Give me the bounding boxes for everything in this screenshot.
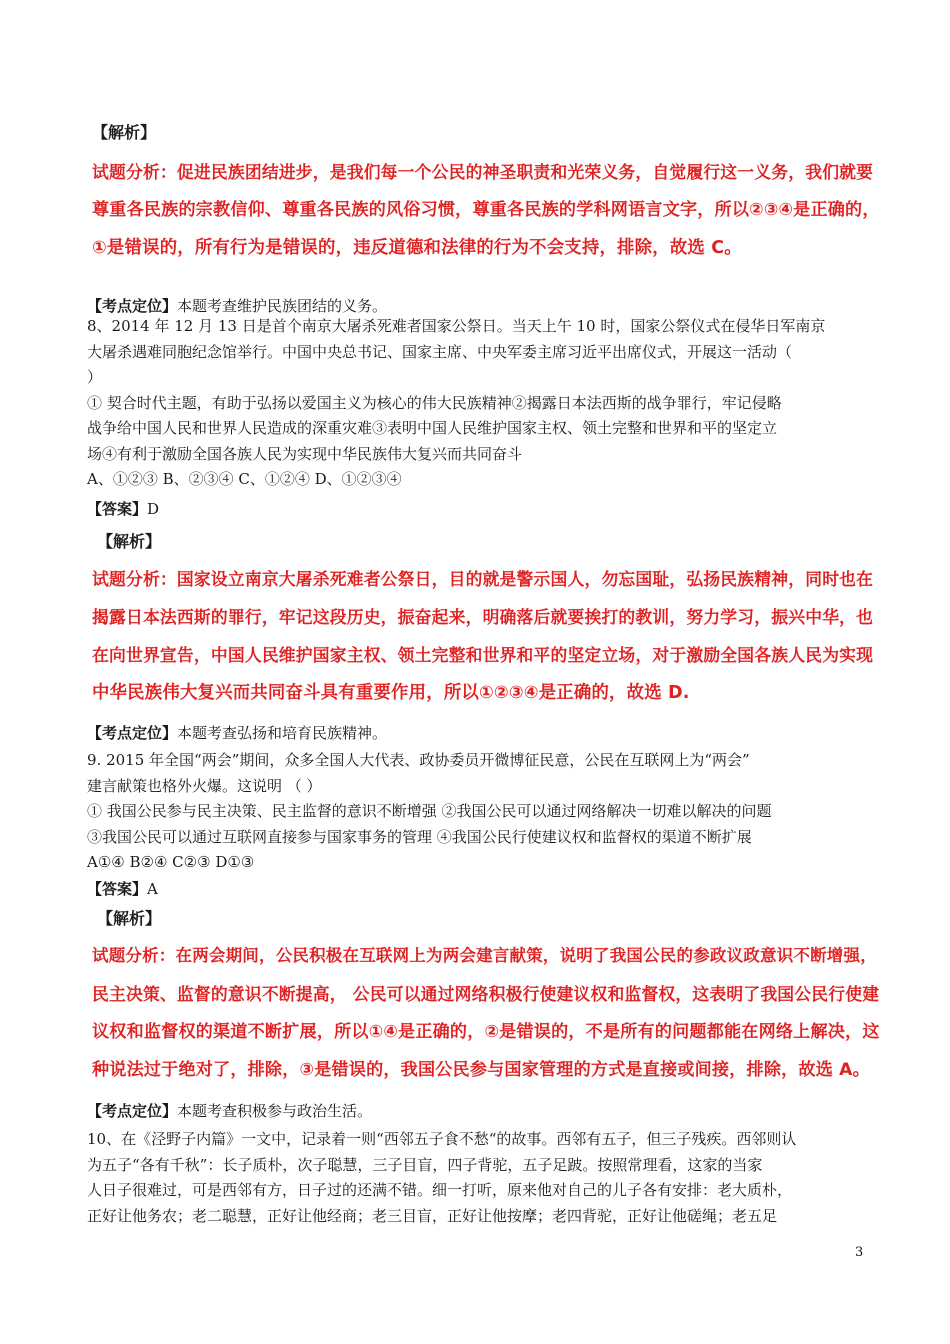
answer <box>87 498 159 519</box>
question-line: ） <box>87 368 103 386</box>
question-9 <box>87 748 877 876</box>
knowledge-point-text: 本题考查积极参与政治生活。 <box>177 1102 373 1120</box>
analysis-line: 在向世界宣告，中国人民维护国家主权、领土完整和世界和平的坚定立场，对于激励全国各族人民为实现 <box>92 645 874 665</box>
analysis-line: 议权和监督权的渠道不断扩展，所以①④是正确的，②是错误的，不是所有的问题都能在网络上解决，这 <box>92 1022 880 1042</box>
analysis-line: 试题分析：国家设立南京大屠杀死难者公祭日，目的就是警示国人，勿忘国耻，弘扬民族精神，同时也在 <box>92 569 874 589</box>
knowledge-point-label: 【考点定位】 <box>87 297 178 315</box>
question-line: ① 契合时代主题，有助于弘扬以爱国主义为核心的伟大民族精神②揭露日本法西斯的战争罪行，牢记侵略 <box>87 393 782 412</box>
analysis-line: 民主决策、监督的意识不断提高， 公民可以通过网络积极行使建议权和监督权，这表明了我国公民行使建 <box>92 984 880 1004</box>
knowledge-point <box>87 722 387 743</box>
analysis-line: 揭露日本法西斯的罪行，牢记这段历史，振奋起来，明确落后就要挨打的教训，努力学习，振兴中华，也 <box>92 607 874 627</box>
question-line: 8、2014 年 12 月 13 日是首个南京大屠杀死难者国家公祭日。当天上午 10 时，国家公祭仪式在侵华日军南京 <box>87 317 826 335</box>
answer <box>87 878 158 899</box>
analysis-text <box>92 937 882 1089</box>
analysis-line: ①是错误的，所有行为是错误的，违反道德和法律的行为不会支持，排除，故选 C。 <box>92 238 742 258</box>
knowledge-point-text: 本题考查弘扬和培育民族精神。 <box>177 724 388 742</box>
analysis-line: 中华民族伟大复兴而共同奋斗具有重要作用，所以①②③④是正确的，故选 D. <box>92 683 690 703</box>
question-line: 人日子很难过，可是西邻有方，日子过的还满不错。细一打听，原来他对自己的儿子各有安排：老大质朴， <box>87 1181 793 1199</box>
question-line: ③我国公民可以通过互联网直接参与国家事务的管理 ④我国公民行使建议权和监督权的渠道不断扩展 <box>87 827 752 846</box>
question-8 <box>87 314 877 493</box>
analysis-label: 【解析】 <box>97 909 162 928</box>
page-number: 3 <box>855 1245 864 1260</box>
analysis-line: 尊重各民族的宗教信仰、尊重各民族的风俗习惯，尊重各民族的学科网语言文字，所以②③④是正确的， <box>92 200 880 220</box>
answer-value: A <box>147 880 158 898</box>
analysis-line: 试题分析：促进民族团结进步，是我们每一个公民的神圣职责和光荣义务，自觉履行这一义务，我们就要 <box>92 162 874 182</box>
options-line: A、①②③ B、②③④ C、①②④ D、①②③④ <box>87 470 402 488</box>
question-10 <box>87 1127 877 1229</box>
answer-label: 【答案】 <box>87 500 148 518</box>
question-line: 10、在《泾野子内篇》一文中，记录着一则“西邻五子食不愁“的故事。西邻有五子，但三子残疾。西邻则认 <box>87 1130 797 1148</box>
analysis-text <box>92 560 882 712</box>
answer-label: 【答案】 <box>87 880 148 898</box>
knowledge-point-label: 【考点定位】 <box>87 724 178 742</box>
analysis-label: 【解析】 <box>97 532 162 551</box>
question-line: 场④有利于激励全国各族人民为实现中华民族伟大复兴而共同奋斗 <box>87 444 523 463</box>
question-line: 9. 2015 年全国“两会”期间，众多全国人大代表、政协委员开微博征民意，公民在互联网上为“两会” <box>87 751 750 769</box>
analysis-line: 试题分析：在两会期间，公民积极在互联网上为两会建言献策，说明了我国公民的参政议政意识不断增强， <box>92 946 877 965</box>
analysis-label: 【解析】 <box>92 123 157 142</box>
knowledge-point-text: 本题考查维护民族团结的义务。 <box>177 297 388 315</box>
question-line: ① 我国公民参与民主决策、民主监督的意识不断增强 ②我国公民可以通过网络解决一切难以解决的问题 <box>87 802 772 820</box>
question-line: 大屠杀遇难同胞纪念馆举行。中国中央总书记、国家主席、中央军委主席习近平出席仪式，开展这一活动（ <box>87 342 793 361</box>
question-line: 建言献策也格外火爆。这说明 （ ） <box>87 776 322 795</box>
question-line: 战争给中国人民和世界人民造成的深重灾难③表明中国人民维护国家主权、领土完整和世界和平的坚定立 <box>87 419 778 437</box>
knowledge-point-label: 【考点定位】 <box>87 1102 178 1120</box>
question-line: 为五子“各有千秋”：长子质朴，次子聪慧，三子目盲，四子背驼，五子足跛。按照常理看，这家的当家 <box>87 1155 763 1174</box>
answer-value: D <box>147 500 160 518</box>
analysis-line: 种说法过于绝对了，排除，③是错误的，我国公民参与国家管理的方式是直接或间接，排除，故选 A。 <box>92 1060 870 1080</box>
options-line: A①④ B②④ C②③ D①③ <box>87 853 255 871</box>
knowledge-point <box>87 1100 372 1121</box>
analysis-text <box>92 153 882 267</box>
knowledge-point <box>87 295 387 316</box>
question-line: 正好让他务农；老二聪慧，正好让他经商；老三目盲，正好让他按摩；老四背驼，正好让他磋绳；老五足 <box>87 1206 778 1225</box>
